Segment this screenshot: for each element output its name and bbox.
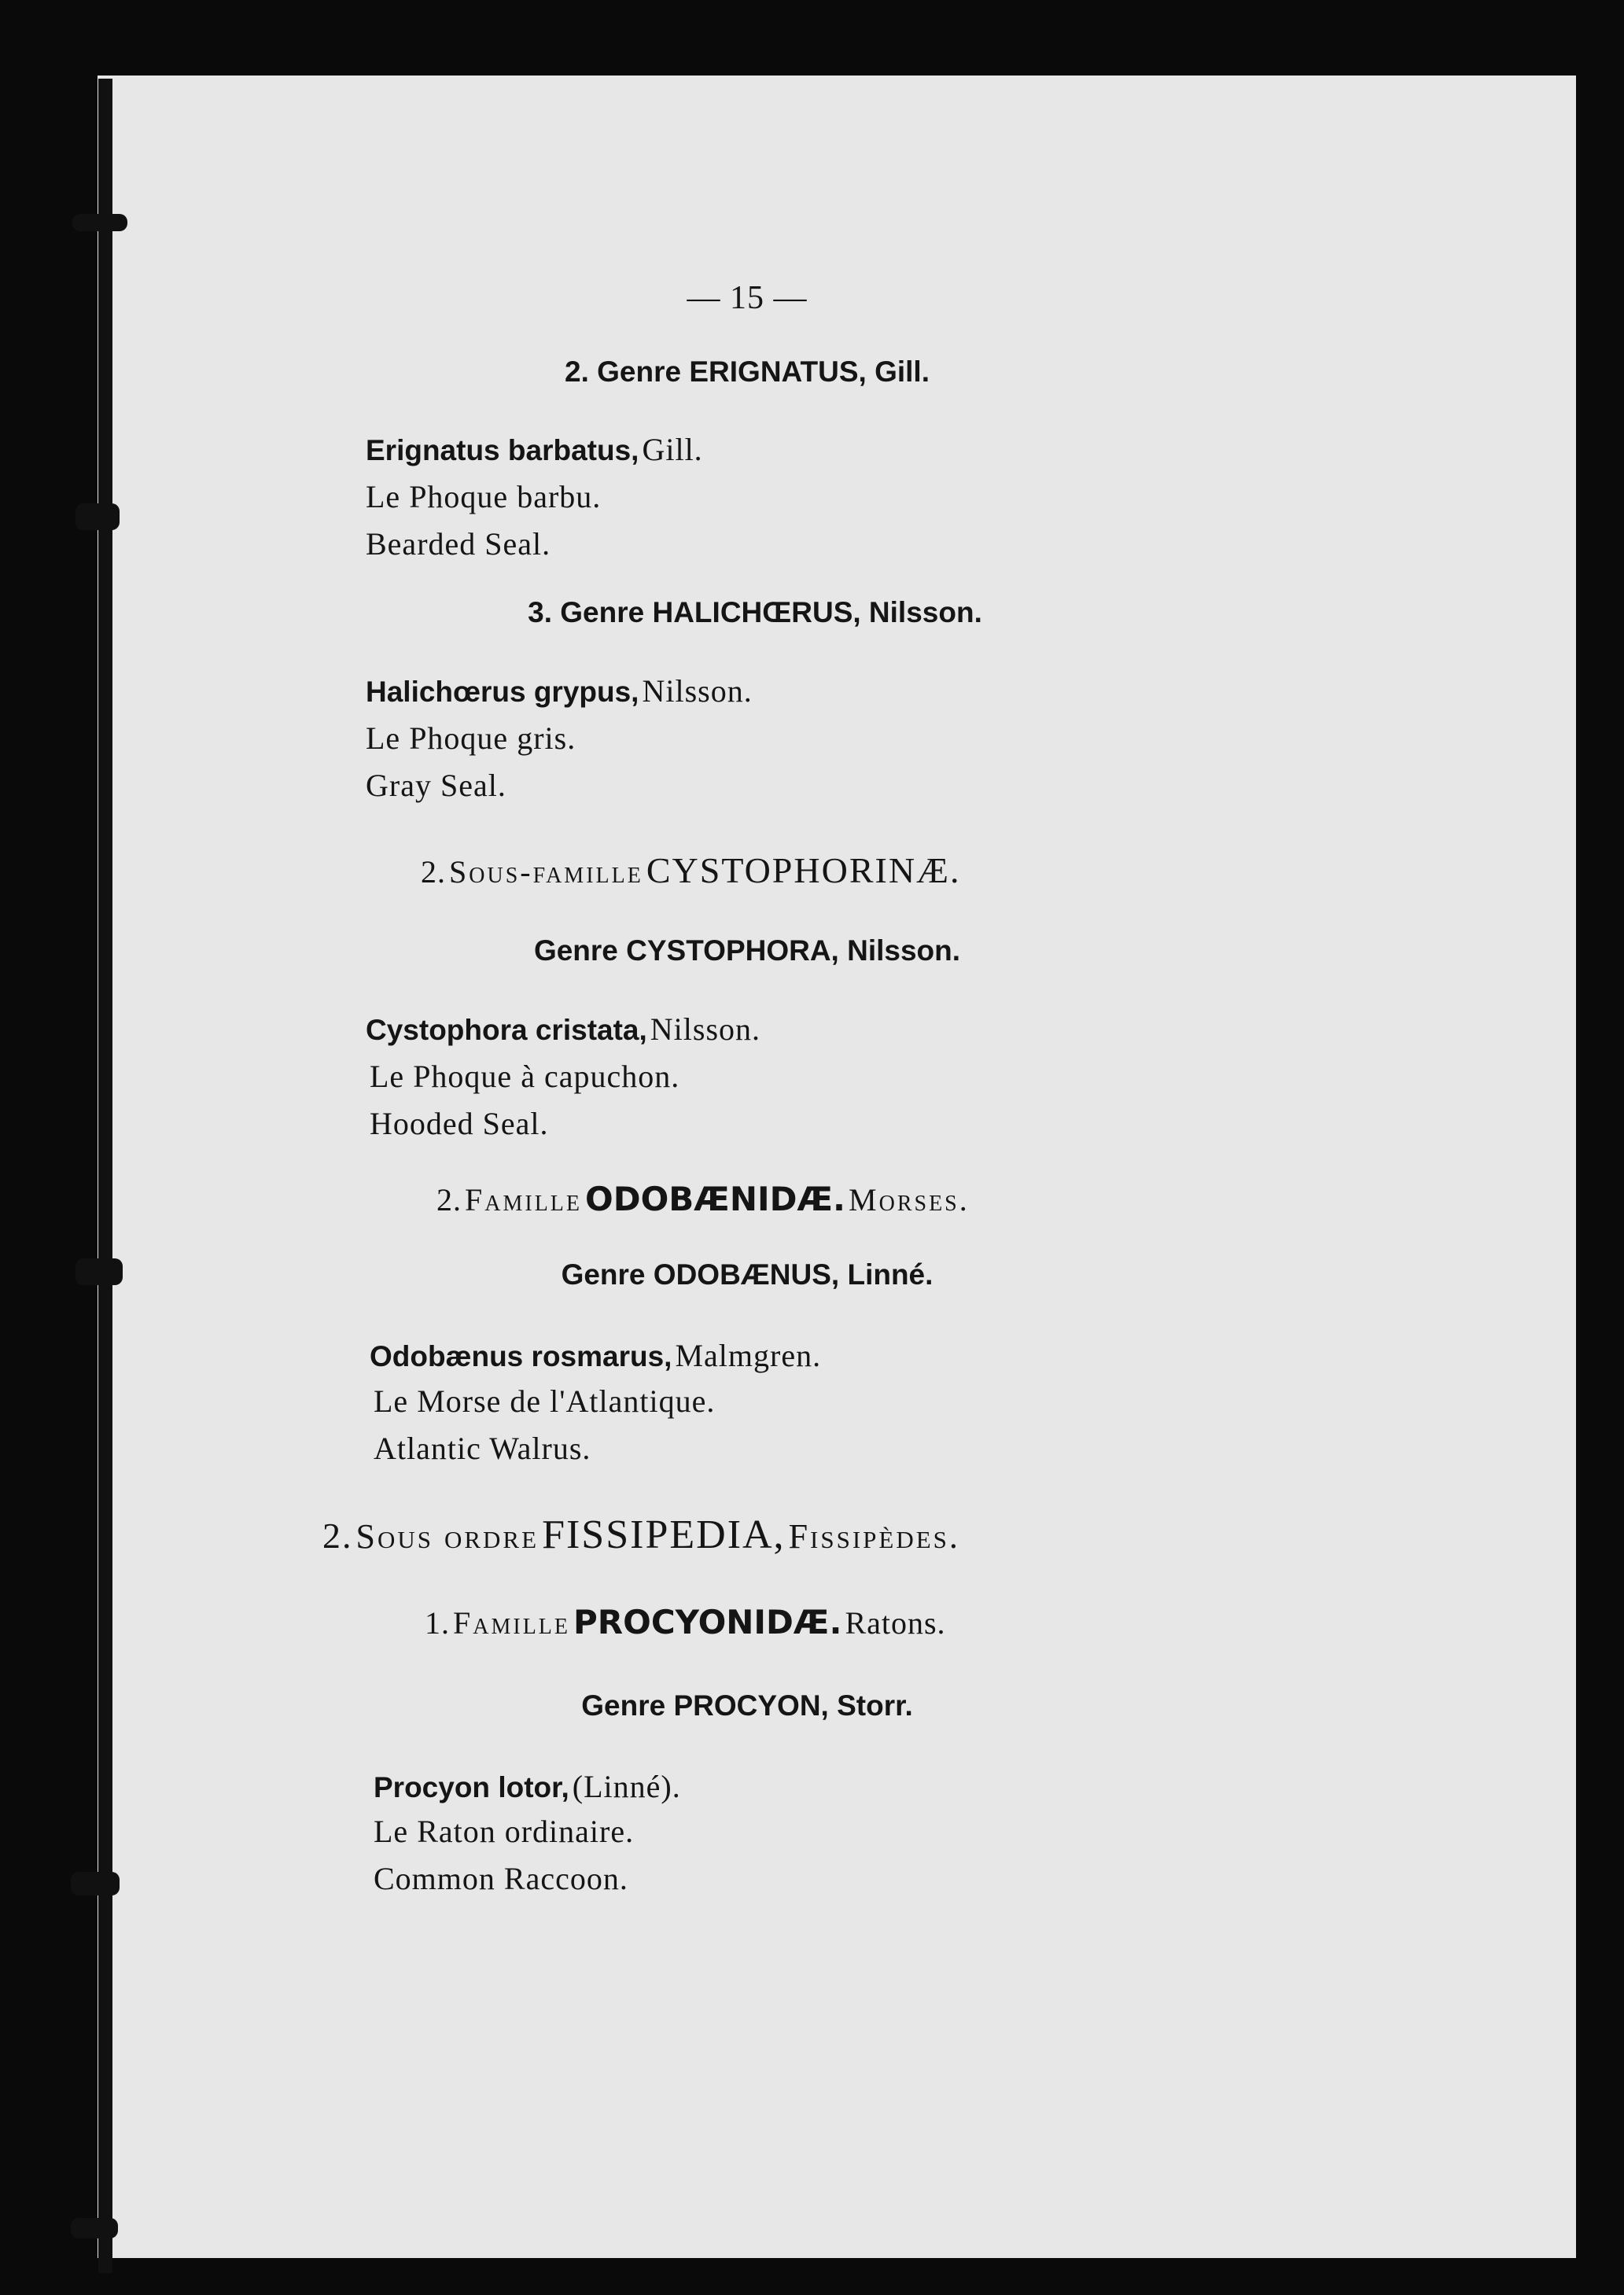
genre-heading-odobaenus: Genre ODOBÆNUS, Linné.: [561, 1258, 934, 1291]
species-name: Erignatus barbatus,: [366, 434, 639, 466]
genre-heading-halichoerus: 3. Genre HALICHŒRUS, Nilsson.: [528, 596, 982, 628]
species-author: Gill.: [642, 432, 703, 467]
species-author: Nilsson.: [650, 1011, 761, 1047]
binding-stitch: [75, 503, 120, 530]
species-name: Halichœrus grypus,: [366, 676, 639, 708]
family-number: 1.: [425, 1605, 450, 1641]
french-name-halichoerus: Le Phoque gris.: [366, 720, 576, 756]
english-name-procyon: Common Raccoon.: [374, 1861, 628, 1896]
binding-stitch: [72, 214, 127, 231]
subfamily-heading-cystophorinae: [421, 849, 960, 891]
species-line-odobaenus: [370, 1337, 821, 1374]
french-name-odobaenus: Le Morse de l'Atlantique.: [374, 1383, 716, 1419]
english-name-odobaenus: Atlantic Walrus.: [374, 1431, 591, 1466]
genre-heading-erignatus: 2. Genre ERIGNATUS, Gill.: [565, 355, 930, 388]
subfamily-label: Sous-famille: [449, 854, 643, 890]
subfamily-name: CYSTOPHORINÆ.: [646, 850, 961, 890]
family-label: Famille: [465, 1182, 582, 1217]
family-label: Famille: [453, 1605, 570, 1641]
suborder-number: 2.: [322, 1516, 353, 1556]
french-name-erignatus: Le Phoque barbu.: [366, 479, 602, 514]
species-name: Cystophora cristata,: [366, 1014, 647, 1046]
suborder-label: Sous ordre: [355, 1517, 539, 1556]
family-common-name: Morses.: [849, 1182, 970, 1217]
subfamily-number: 2.: [421, 854, 446, 890]
suborder-common-name: Fissipèdes.: [788, 1517, 960, 1556]
species-name: Procyon lotor,: [374, 1771, 569, 1803]
binding-stitch: [71, 2218, 118, 2238]
family-common-name: Ratons.: [845, 1605, 946, 1641]
family-name: ODOBÆNIDÆ.: [585, 1180, 846, 1218]
species-author: Nilsson.: [642, 673, 753, 709]
family-heading-odobaenidae: [436, 1180, 970, 1218]
family-name: PROCYONIDÆ.: [573, 1603, 842, 1641]
binding-stitch: [75, 1258, 123, 1285]
genre-heading-cystophora: Genre CYSTOPHORA, Nilsson.: [533, 934, 961, 967]
binding-stitch: [71, 1872, 120, 1895]
suborder-heading-fissipedia: [322, 1512, 960, 1558]
species-author: (Linné).: [572, 1769, 681, 1804]
species-line-erignatus: [366, 431, 703, 468]
binding-spine: [98, 79, 112, 2273]
species-line-halichoerus: [366, 672, 753, 709]
english-name-erignatus: Bearded Seal.: [366, 526, 551, 562]
species-line-procyon: [374, 1768, 681, 1805]
english-name-halichoerus: Gray Seal.: [366, 768, 506, 803]
french-name-cystophora: Le Phoque à capuchon.: [370, 1059, 680, 1094]
french-name-procyon: Le Raton ordinaire.: [374, 1814, 635, 1849]
species-author: Malmgren.: [675, 1338, 822, 1373]
family-heading-procyonidae: [425, 1603, 946, 1641]
suborder-name: FISSIPEDIA,: [542, 1512, 786, 1557]
species-name: Odobænus rosmarus,: [370, 1340, 672, 1372]
family-number: 2.: [436, 1182, 462, 1217]
book-page: [98, 76, 1576, 2258]
english-name-cystophora: Hooded Seal.: [370, 1106, 549, 1141]
page-number: — 15 —: [687, 280, 808, 316]
genre-heading-procyon: Genre PROCYON, Storr.: [581, 1689, 913, 1722]
species-line-cystophora: [366, 1011, 760, 1048]
